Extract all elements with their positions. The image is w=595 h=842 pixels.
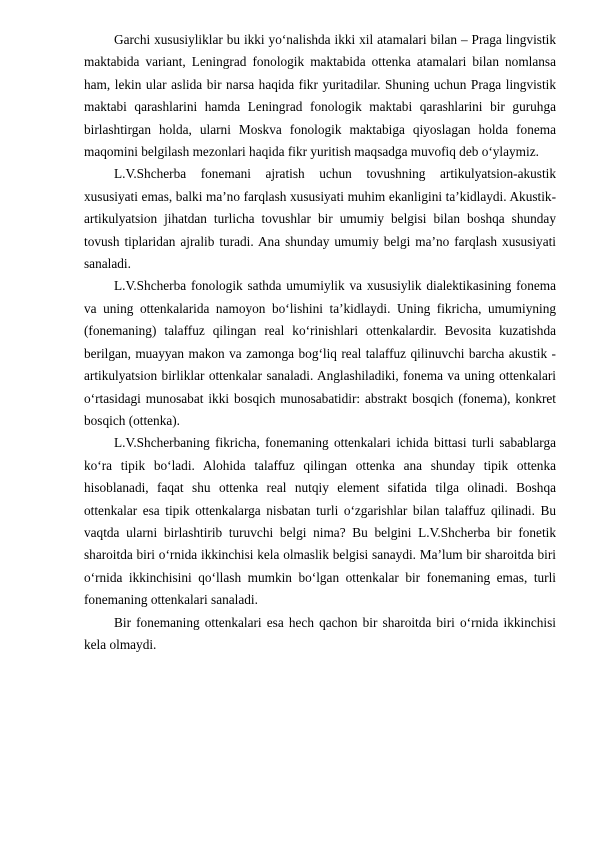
paragraph-shcherba-typical-shade: L.V.Shcherbaning fikricha, fonemaning ottenkalari ichida bittasi turli sabablarga ko‘ra tipik bo‘ladi. Alohida talaffuz qilingan ottenka ana shunday tipik ottenka hisoblanadi, faqat shu ottenka real nutqiy element sifatida tilga olinadi. Boshqa ottenkalar esa tipik ottenkalarga nisbatan turli o‘zgarishlar bilan talaffuz qilinadi. Bu vaqtda ularni birlashtirib turuvchi belgi nima? Bu belgini L.V.Shcherba bir fonetik sharoitda biri o‘rnida ikkinchisi kela olmaslik belgisi sanaydi. Ma’lum bir sharoitda biri o‘rnida ikkinchisini qo‘llash mumkin bo‘lgan ottenkalar bir fonemaning emas, turli fonemaning ottenkalari sanaladi.: [84, 435, 556, 608]
paragraph-phoneme-shades-conclusion: Bir fonemaning ottenkalari esa hech qachon bir sharoitda biri o‘rnida ikkinchisi kela olmaydi.: [84, 614, 556, 652]
paragraph-shcherba-phoneme-distinction: L.V.Shcherba fonemani ajratish uchun tovushning artikulyatsion-akustik xususiyati emas, balki ma’no farqlash xususiyati muhim ekanligini ta’kidlaydi. Akustik-artikulyatsion jihatdan turlicha tovushlar bir umumiy belgisi bilan boshqa shunday tovush tiplaridan ajralib turadi. Ana shunday umumiy belgi ma’no farqlash xususiyati sanaladi.: [84, 166, 556, 272]
paragraph-variants-comparison: Garchi xususiyliklar bu ikki yo‘nalishda ikki xil atamalari bilan – Praga lingvistik maktabida variant, Leningrad fonologik maktabida ottenka atamalari bilan nomlansa ham, lekin ular aslida bir narsa haqida fikr yuritadilar. Shuning uchun Praga lingvistik maktabi qarashlarini hamda Leningrad fonologik maktabi qarashlarini bir guruhga birlashtirgan holda, ularni Moskva fonologik maktabiga qiyoslagan holda fonema maqomini belgilash mezonlari haqida fikr yuritish maqsadga muvofiq deb o‘ylaymiz.: [84, 32, 556, 160]
paragraph-shcherba-general-particular: L.V.Shcherba fonologik sathda umumiylik va xususiylik dialektikasining fonema va uning ottenkalarida namoyon bo‘lishini ta’kidlaydi. Uning fikricha, umumiyning (fonemaning) talaffuz qilingan real ko‘rinishlari ottenkalardir. Bevosita kuzatishda berilgan, muayyan makon va zamonga bog‘liq real talaffuz qilinuvchi barcha akustik - artikulyatsion birliklar ottenkalar sanaladi. Anglashiladiki, fonema va uning ottenkalari o‘rtasidagi munosabat ikki bosqich munosabatidir: abstrakt bosqich (fonema), konkret bosqich (ottenka).: [84, 278, 556, 428]
document-page: [84, 29, 556, 656]
